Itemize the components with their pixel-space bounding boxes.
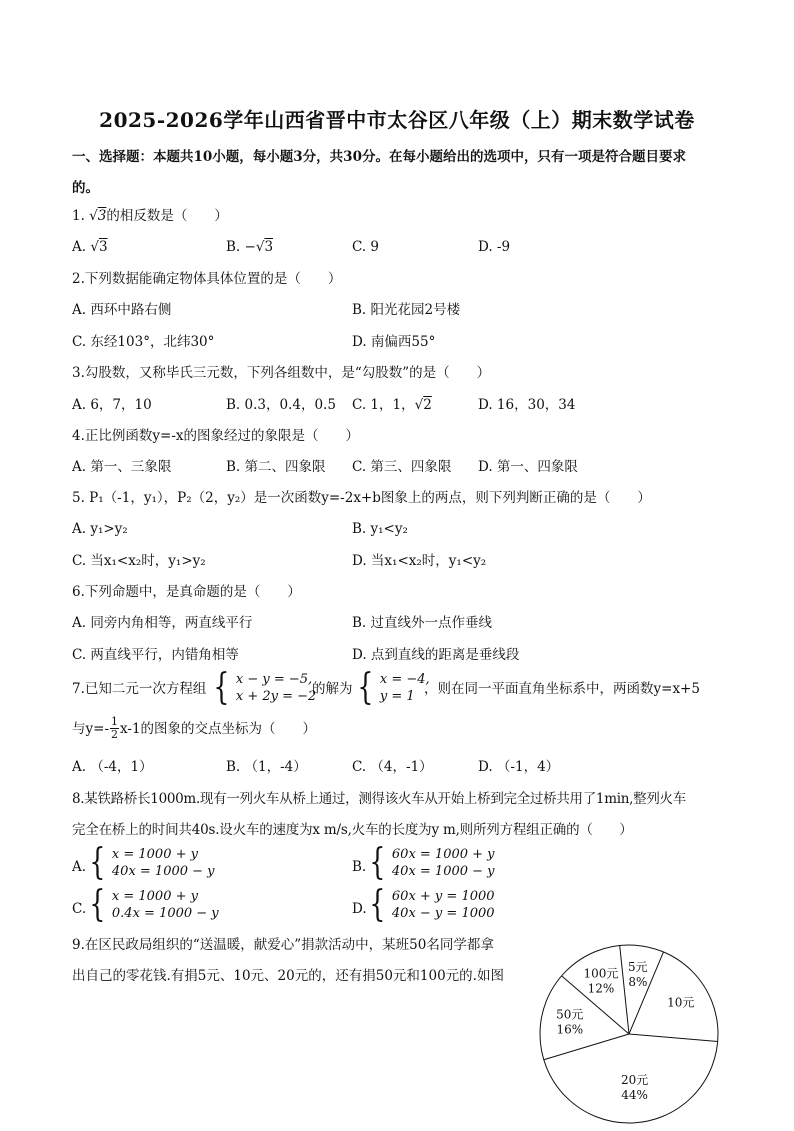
q1-stem-text: 的相反数是（ ） bbox=[106, 208, 228, 224]
q6-option-c: C. 两直线平行，内错角相等 bbox=[72, 647, 239, 663]
q8-stem-line2: 完全在桥上的时间共40s.设火车的速度为x m/s,火车的长度为y m,则所列方程组正确的（ ） bbox=[72, 822, 633, 838]
q8-d-eq1: 60x + y = 1000 bbox=[391, 889, 495, 904]
section-heading-line1: 一、选择题：本题共10小题，每小题3分，共30分。在每小题给出的选项中，只有一项是符合题目要求 bbox=[72, 149, 686, 165]
q6-option-d: D. 点到直线的距离是垂线段 bbox=[352, 647, 520, 663]
q1-stem bbox=[72, 207, 228, 225]
q2-option-b: B. 阳光花园2号楼 bbox=[352, 302, 461, 318]
q7-option-c: C. （4，-1） bbox=[352, 759, 433, 775]
q1-b-radicand: 3 bbox=[264, 239, 274, 255]
q7-stem-prefix: 7.已知二元一次方程组 bbox=[72, 681, 207, 697]
left-brace-icon: { bbox=[357, 667, 374, 708]
q1-option-a bbox=[72, 238, 108, 256]
q1-option-d: D. -9 bbox=[478, 239, 511, 255]
q1-option-b bbox=[226, 238, 273, 256]
pie-chart-svg bbox=[537, 942, 722, 1127]
pie-slice-4-label: 100元 bbox=[583, 966, 619, 981]
q8-option-c-system bbox=[86, 884, 219, 925]
q6-option-b: B. 过直线外一点作垂线 bbox=[352, 615, 493, 631]
q3-c-text: C. 1，1， bbox=[352, 397, 415, 413]
pie-slice-4-percent: 12% bbox=[587, 981, 615, 996]
pie-slice-2-percent: 44% bbox=[621, 1088, 648, 1103]
left-brace-icon: { bbox=[89, 884, 106, 925]
q2-option-c: C. 东经103°，北纬30° bbox=[72, 334, 215, 350]
left-brace-icon: { bbox=[89, 842, 106, 883]
q8-d-eq2: 40x − y = 1000 bbox=[391, 906, 495, 921]
q4-option-a: A. 第一、三象限 bbox=[72, 459, 172, 475]
q7-solution-system bbox=[354, 667, 430, 708]
q4-stem: 4.正比例函数y=-x的图象经过的象限是（ ） bbox=[72, 428, 359, 444]
pie-slice-1-label: 10元 bbox=[667, 995, 695, 1010]
q8-a-eq1: x = 1000 + y bbox=[111, 847, 198, 862]
q8-option-a-system bbox=[86, 842, 215, 883]
q9-stem-line1: 9.在区民政局组织的“送温暖，献爱心”捐款活动中，某班50名同学都拿 bbox=[72, 937, 494, 953]
q7-sys2-eq1: x = −4, bbox=[379, 672, 430, 687]
q1-a-radicand: 3 bbox=[98, 239, 108, 255]
q8-option-a-label: A. bbox=[72, 859, 87, 875]
q9-stem-line2: 出自己的零花钱.有捐5元、10元、20元的，还有捐50元和100元的.如图 bbox=[72, 968, 504, 984]
q7-frac-den: 2 bbox=[111, 728, 118, 741]
q7-line2-post: x-1的图象的交点坐标为（ ） bbox=[120, 720, 317, 737]
q1-b-label: B. − bbox=[226, 239, 256, 255]
q7-stem-line2 bbox=[72, 716, 316, 741]
q2-option-d: D. 南偏西55° bbox=[352, 334, 436, 350]
q7-equation-system bbox=[210, 667, 317, 708]
q1-sqrt-sign: √ bbox=[89, 208, 98, 224]
q8-b-eq2: 40x = 1000 − y bbox=[391, 864, 495, 879]
q8-c-eq1: x = 1000 + y bbox=[111, 889, 198, 904]
q6-stem: 6.下列命题中，是真命题的是（ ） bbox=[72, 584, 301, 600]
q5-option-d: D. 当x₁<x₂时，y₁<y₂ bbox=[352, 553, 487, 569]
q7-line2-pre: 与y=- bbox=[72, 720, 109, 737]
q5-option-a: A. y₁>y₂ bbox=[72, 521, 128, 537]
q3-option-c bbox=[352, 396, 432, 414]
q8-option-d-system bbox=[366, 884, 495, 925]
q4-option-d: D. 第一、四象限 bbox=[478, 459, 578, 475]
q1-radicand: 3 bbox=[97, 208, 107, 224]
q8-option-b-system bbox=[366, 842, 495, 883]
q1-a-label: A. bbox=[72, 239, 91, 255]
q7-stem-post: ，则在同一平面直角坐标系中，两函数y=x+5 bbox=[424, 681, 700, 697]
q3-stem: 3.勾股数，又称毕氏三元数，下列各组数中，是“勾股数”的是（ ） bbox=[72, 365, 491, 381]
q8-b-eq1: 60x = 1000 + y bbox=[391, 847, 495, 862]
q3-option-b: B. 0.3，0.4，0.5 bbox=[226, 397, 336, 413]
q5-stem: 5. P₁（-1，y₁），P₂（2，y₂）是一次函数y=-2x+b图象上的两点，则下列判断正确的是（ ） bbox=[72, 490, 651, 506]
q7-option-d: D. （-1，4） bbox=[478, 759, 560, 775]
q8-a-eq2: 40x = 1000 − y bbox=[111, 864, 215, 879]
q8-option-b-label: B. bbox=[352, 859, 367, 875]
q8-option-c-label: C. bbox=[72, 901, 87, 917]
q7-sys2-eq2: y = 1 bbox=[379, 689, 415, 704]
q1-option-c: C. 9 bbox=[352, 239, 380, 255]
q7-sys1-eq2: x + 2y = −2 bbox=[235, 689, 317, 704]
left-brace-icon: { bbox=[369, 884, 386, 925]
q7-option-a: A. （-4，1） bbox=[72, 759, 153, 775]
q3-c-radicand: 2 bbox=[423, 397, 432, 413]
donation-pie-chart bbox=[537, 942, 722, 1127]
q4-option-c: C. 第三、四象限 bbox=[352, 459, 452, 475]
q8-c-eq2: 0.4x = 1000 − y bbox=[111, 906, 219, 921]
q1-a-sqrt-sign: √ bbox=[90, 239, 99, 255]
q3-c-sqrt-sign: √ bbox=[414, 397, 424, 413]
q6-option-a: A. 同旁内角相等，两直线平行 bbox=[72, 615, 253, 631]
section-heading-line2: 的。 bbox=[72, 180, 99, 196]
q1-number: 1. bbox=[72, 208, 90, 224]
left-brace-icon: { bbox=[369, 842, 386, 883]
q7-frac-num: 1 bbox=[111, 715, 118, 728]
q8-option-d-label: D. bbox=[352, 901, 367, 917]
pie-slice-2-label: 20元 bbox=[620, 1073, 649, 1088]
q5-option-c: C. 当x₁<x₂时，y₁>y₂ bbox=[72, 553, 206, 569]
q4-option-b: B. 第二、四象限 bbox=[226, 459, 326, 475]
exam-title: 2025-2026学年山西省晋中市太谷区八年级（上）期末数学试卷 bbox=[99, 108, 695, 132]
q3-option-a: A. 6，7，10 bbox=[72, 397, 152, 413]
q7-sys1-eq1: x − y = −5, bbox=[235, 672, 313, 687]
q8-stem-line1: 8.某铁路桥长1000m.现有一列火车从桥上通过，测得该火车从开始上桥到完全过桥共用了1min,整列火车 bbox=[72, 791, 686, 807]
q7-stem-mid: 的解为 bbox=[312, 681, 353, 697]
q3-option-d: D. 16，30，34 bbox=[478, 397, 576, 413]
q7-fraction bbox=[110, 716, 119, 741]
pie-slice-0-percent: 8% bbox=[628, 975, 648, 990]
left-brace-icon: { bbox=[213, 667, 230, 708]
q2-stem: 2.下列数据能确定物体具体位置的是（ ） bbox=[72, 271, 342, 287]
q1-b-sqrt-sign: √ bbox=[255, 239, 265, 255]
q7-option-b: B. （1，-4） bbox=[226, 759, 307, 775]
q5-option-b: B. y₁<y₂ bbox=[352, 521, 408, 537]
pie-slice-3-label: 50元 bbox=[556, 1007, 584, 1022]
q2-option-a: A. 西环中路右侧 bbox=[72, 302, 172, 318]
pie-slice-3-percent: 16% bbox=[556, 1022, 584, 1037]
pie-slice-0-label: 5元 bbox=[628, 960, 648, 975]
